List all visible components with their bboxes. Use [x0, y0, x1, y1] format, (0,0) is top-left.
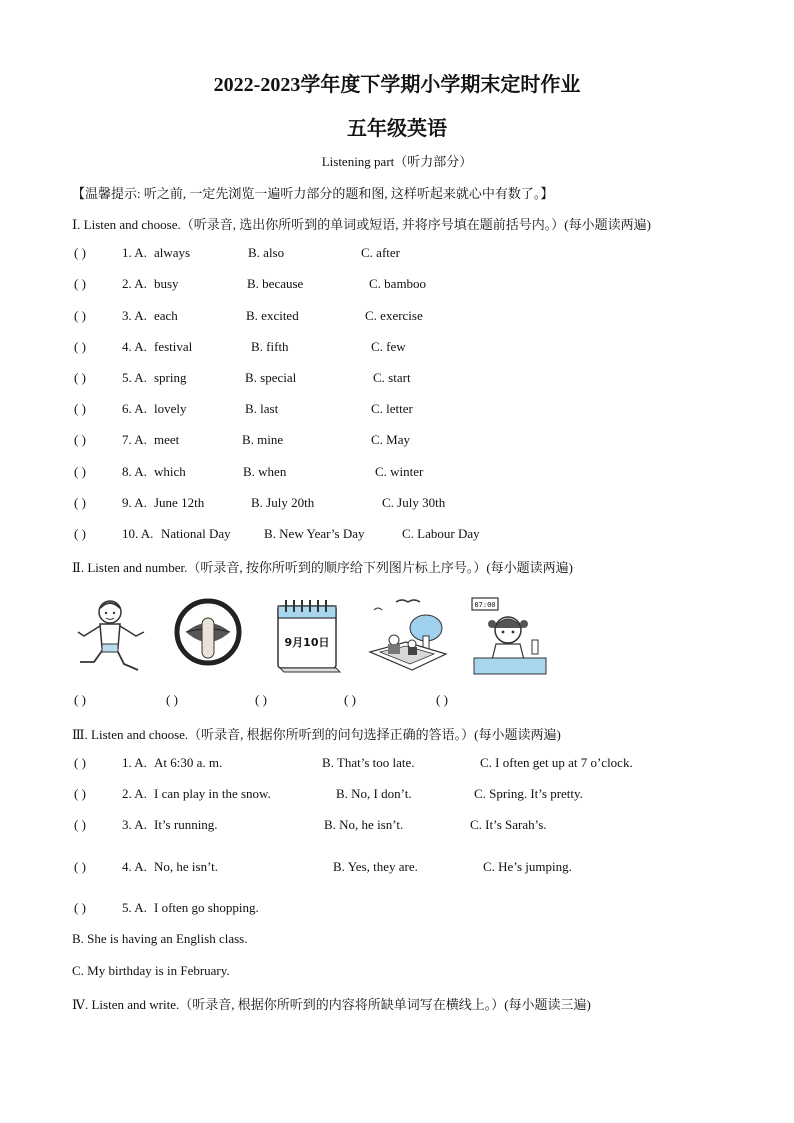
option-c: C. exercise — [365, 308, 423, 323]
boy-jumping-picture — [72, 596, 150, 678]
option-c: C. Spring. It’s pretty. — [474, 786, 583, 801]
clock-time-text: 07:00 — [474, 601, 496, 609]
answer-blank[interactable]: ( ) — [74, 464, 86, 479]
section2-heading: Ⅱ. Listen and number.（听录音, 按你所听到的顺序给下列图片标上序号。）(每小题读两遍) — [72, 560, 574, 575]
part-label: Listening part（听力部分） — [321, 154, 473, 169]
question-number: 2. A. — [122, 786, 147, 801]
question-number: 5. A. — [122, 900, 147, 915]
option-a: No, he isn’t. — [154, 859, 219, 874]
picture-answer-blank[interactable]: ( ) — [255, 692, 267, 707]
question-number: 3. A. — [122, 308, 147, 323]
section1-heading: Ⅰ. Listen and choose.（听录音, 选出你所听到的单词或短语, 并将序号填在题前括号内。）(每小题读两遍) — [72, 217, 651, 232]
option-c: C. winter — [375, 464, 424, 479]
option-a: I can play in the snow. — [154, 786, 271, 801]
option-b: B. Yes, they are. — [333, 859, 418, 874]
option-a: National Day — [161, 526, 231, 541]
question-number: 1. A. — [122, 755, 147, 770]
answer-blank[interactable]: ( ) — [74, 308, 86, 323]
option-a: each — [154, 308, 178, 323]
option-b: B. No, I don’t. — [336, 786, 412, 801]
girl-getting-up-picture — [470, 596, 550, 678]
question-number: 7. A. — [122, 432, 147, 447]
question-number: 6. A. — [122, 401, 147, 416]
answer-blank[interactable]: ( ) — [74, 401, 86, 416]
page-title: 2022-2023学年度下学期小学期末定时作业 — [213, 74, 581, 96]
answer-blank[interactable]: ( ) — [74, 755, 86, 770]
calendar-picture — [272, 596, 344, 678]
option-a: festival — [154, 339, 193, 354]
answer-blank[interactable]: ( ) — [74, 900, 86, 915]
answer-blank[interactable]: ( ) — [74, 495, 86, 510]
question-number: 1. A. — [122, 245, 147, 260]
option-c: C. Labour Day — [402, 526, 480, 541]
option-a: It’s running. — [154, 817, 218, 832]
option-b: B. also — [248, 245, 285, 260]
option-a: busy — [154, 276, 179, 291]
option-c: C. start — [373, 370, 411, 385]
answer-blank[interactable]: ( ) — [74, 526, 86, 541]
option-a: spring — [154, 370, 187, 385]
option-c: C. It’s Sarah’s. — [470, 817, 547, 832]
option-a: At 6:30 a. m. — [154, 755, 223, 770]
answer-blank[interactable]: ( ) — [74, 245, 86, 260]
option-b: B. New Year’s Day — [264, 526, 365, 541]
option-b: B. She is having an English class. — [72, 931, 248, 946]
option-c: C. I often get up at 7 o’clock. — [480, 755, 633, 770]
answer-blank[interactable]: ( ) — [74, 276, 86, 291]
page-subtitle: 五年级英语 — [347, 118, 447, 140]
option-c: C. July 30th — [382, 495, 446, 510]
picture-answer-blank[interactable]: ( ) — [74, 692, 86, 707]
option-c: C. few — [371, 339, 406, 354]
picture-answer-blank[interactable]: ( ) — [344, 692, 356, 707]
option-a: meet — [154, 432, 180, 447]
picnic-picture — [366, 596, 450, 678]
question-number: 2. A. — [122, 276, 147, 291]
picture-answer-blank[interactable]: ( ) — [436, 692, 448, 707]
question-number: 4. A. — [122, 339, 147, 354]
keep-quiet-picture — [172, 596, 244, 678]
question-number: 9. A. — [122, 495, 147, 510]
option-a: always — [154, 245, 191, 260]
question-number: 5. A. — [122, 370, 147, 385]
answer-blank[interactable]: ( ) — [74, 370, 86, 385]
option-b: B. That’s too late. — [322, 755, 415, 770]
option-b: B. special — [245, 370, 297, 385]
option-b: B. excited — [246, 308, 299, 323]
calendar-date-text: 9月10日 — [284, 636, 330, 649]
answer-blank[interactable]: ( ) — [74, 817, 86, 832]
option-b: B. last — [245, 401, 279, 416]
answer-blank[interactable]: ( ) — [74, 432, 86, 447]
question-number: 4. A. — [122, 859, 147, 874]
option-c: C. after — [361, 245, 400, 260]
answer-blank[interactable]: ( ) — [74, 859, 86, 874]
option-b: B. because — [247, 276, 304, 291]
tip-text: 【温馨提示: 听之前, 一定先浏览一遍听力部分的题和图, 这样听起来就心中有数了。】 — [72, 186, 554, 201]
option-c: C. He’s jumping. — [483, 859, 572, 874]
question-number: 3. A. — [122, 817, 147, 832]
option-c: C. My birthday is in February. — [72, 963, 230, 978]
question-number: 10. A. — [122, 526, 154, 541]
option-a: which — [154, 464, 186, 479]
option-c: C. bamboo — [369, 276, 427, 291]
option-b: B. mine — [242, 432, 284, 447]
option-a: June 12th — [154, 495, 205, 510]
option-c: C. letter — [371, 401, 413, 416]
question-number: 8. A. — [122, 464, 147, 479]
option-b: B. when — [243, 464, 287, 479]
option-b: B. fifth — [251, 339, 289, 354]
picture-answer-blank[interactable]: ( ) — [166, 692, 178, 707]
answer-blank[interactable]: ( ) — [74, 339, 86, 354]
option-b: B. July 20th — [251, 495, 315, 510]
option-b: B. No, he isn’t. — [324, 817, 404, 832]
option-c: C. May — [371, 432, 410, 447]
option-a: lovely — [154, 401, 187, 416]
answer-blank[interactable]: ( ) — [74, 786, 86, 801]
option-a: I often go shopping. — [154, 900, 259, 915]
section4-heading: Ⅳ. Listen and write.（听录音, 根据你所听到的内容将所缺单词写在横线上。）(每小题读三遍) — [72, 997, 591, 1012]
section3-heading: Ⅲ. Listen and choose.（听录音, 根据你所听到的问句选择正确的答语。）(每小题读两遍) — [72, 727, 561, 742]
